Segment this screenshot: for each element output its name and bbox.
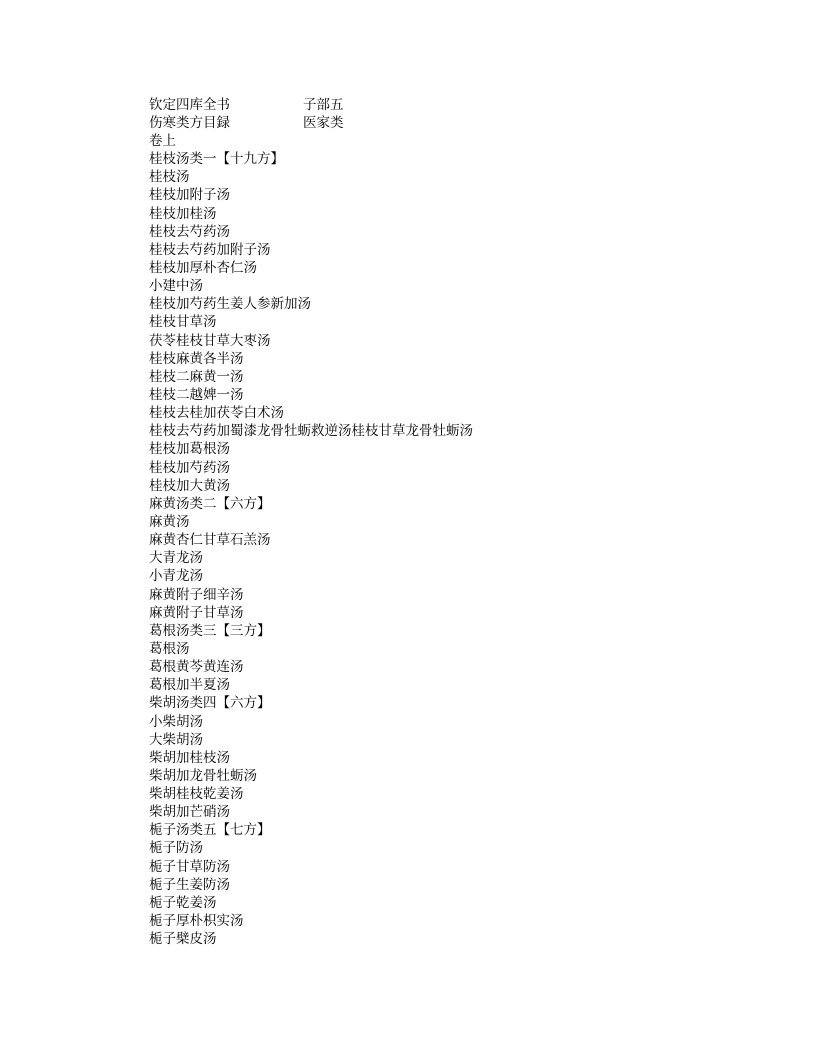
toc-line: 葛根汤类三【三方】	[149, 622, 271, 639]
toc-line: 桂枝二麻黄一汤	[149, 368, 244, 385]
toc-line: 桂枝汤类一【十九方】	[149, 151, 284, 168]
toc-line: 桂枝去桂加茯苓白术汤	[149, 405, 284, 422]
toc-line: 葛根加半夏汤	[149, 677, 230, 694]
toc-line: 柴胡汤类四【六方】	[149, 695, 271, 712]
header-row-2	[149, 114, 449, 132]
toc-line: 葛根黄芩黄连汤	[149, 659, 244, 676]
toc-line: 茯苓桂枝甘草大枣汤	[149, 332, 271, 349]
toc-line: 卷上	[149, 133, 176, 149]
toc-line: 麻黄附子甘草汤	[149, 604, 244, 621]
toc-line: 栀子防汤	[149, 840, 203, 857]
section-label: 子部五	[303, 97, 344, 113]
toc-line: 柴胡加桂枝汤	[149, 749, 230, 766]
toc-line: 小青龙汤	[149, 568, 203, 585]
toc-line: 栀子甘草防汤	[149, 858, 230, 875]
toc-line: 桂枝去芍药加附子汤	[149, 241, 271, 258]
toc-line: 葛根汤	[149, 640, 190, 657]
toc-line: 栀子生姜防汤	[149, 876, 230, 893]
toc-line: 麻黄杏仁甘草石羔汤	[149, 532, 271, 549]
toc-line: 桂枝麻黄各半汤	[149, 350, 244, 367]
toc-line: 大青龙汤	[149, 550, 203, 567]
toc-line: 桂枝加葛根汤	[149, 441, 230, 458]
table-of-contents	[149, 132, 769, 948]
toc-line: 栀子檗皮汤	[149, 931, 217, 948]
toc-line: 桂枝加桂汤	[149, 205, 217, 222]
toc-line: 柴胡加龙骨牡蛎汤	[149, 767, 257, 784]
toc-line: 桂枝甘草汤	[149, 314, 217, 331]
toc-line: 大柴胡汤	[149, 731, 203, 748]
toc-line: 小建中汤	[149, 278, 203, 295]
toc-line: 麻黄汤类二【六方】	[149, 495, 271, 512]
category-label: 医家类	[303, 115, 344, 131]
toc-line: 桂枝加芍药生姜人参新加汤	[149, 296, 311, 313]
header-row-1	[149, 96, 449, 114]
toc-line: 桂枝去芍药汤	[149, 223, 230, 240]
book-title: 钦定四库全书	[149, 97, 230, 113]
toc-line: 柴胡加芒硝汤	[149, 804, 230, 821]
toc-line: 桂枝去芍药加蜀漆龙骨牡蛎救逆汤桂枝甘草龙骨牡蛎汤	[149, 423, 473, 440]
toc-line: 栀子厚朴枳实汤	[149, 913, 244, 930]
toc-line: 桂枝加附子汤	[149, 187, 230, 204]
toc-line: 柴胡桂枝乾姜汤	[149, 786, 244, 803]
toc-line: 桂枝汤	[149, 169, 190, 186]
toc-line: 小柴胡汤	[149, 713, 203, 730]
toc-line: 栀子汤类五【七方】	[149, 822, 271, 839]
toc-line: 桂枝二越婢一汤	[149, 386, 244, 403]
toc-line: 桂枝加芍药汤	[149, 459, 230, 476]
toc-line: 麻黄汤	[149, 513, 190, 530]
toc-line: 麻黄附子细辛汤	[149, 586, 244, 603]
toc-line: 桂枝加大黄汤	[149, 477, 230, 494]
catalog-title: 伤寒类方目録	[149, 115, 230, 131]
toc-line: 栀子乾姜汤	[149, 894, 217, 911]
toc-line: 桂枝加厚朴杏仁汤	[149, 259, 257, 276]
